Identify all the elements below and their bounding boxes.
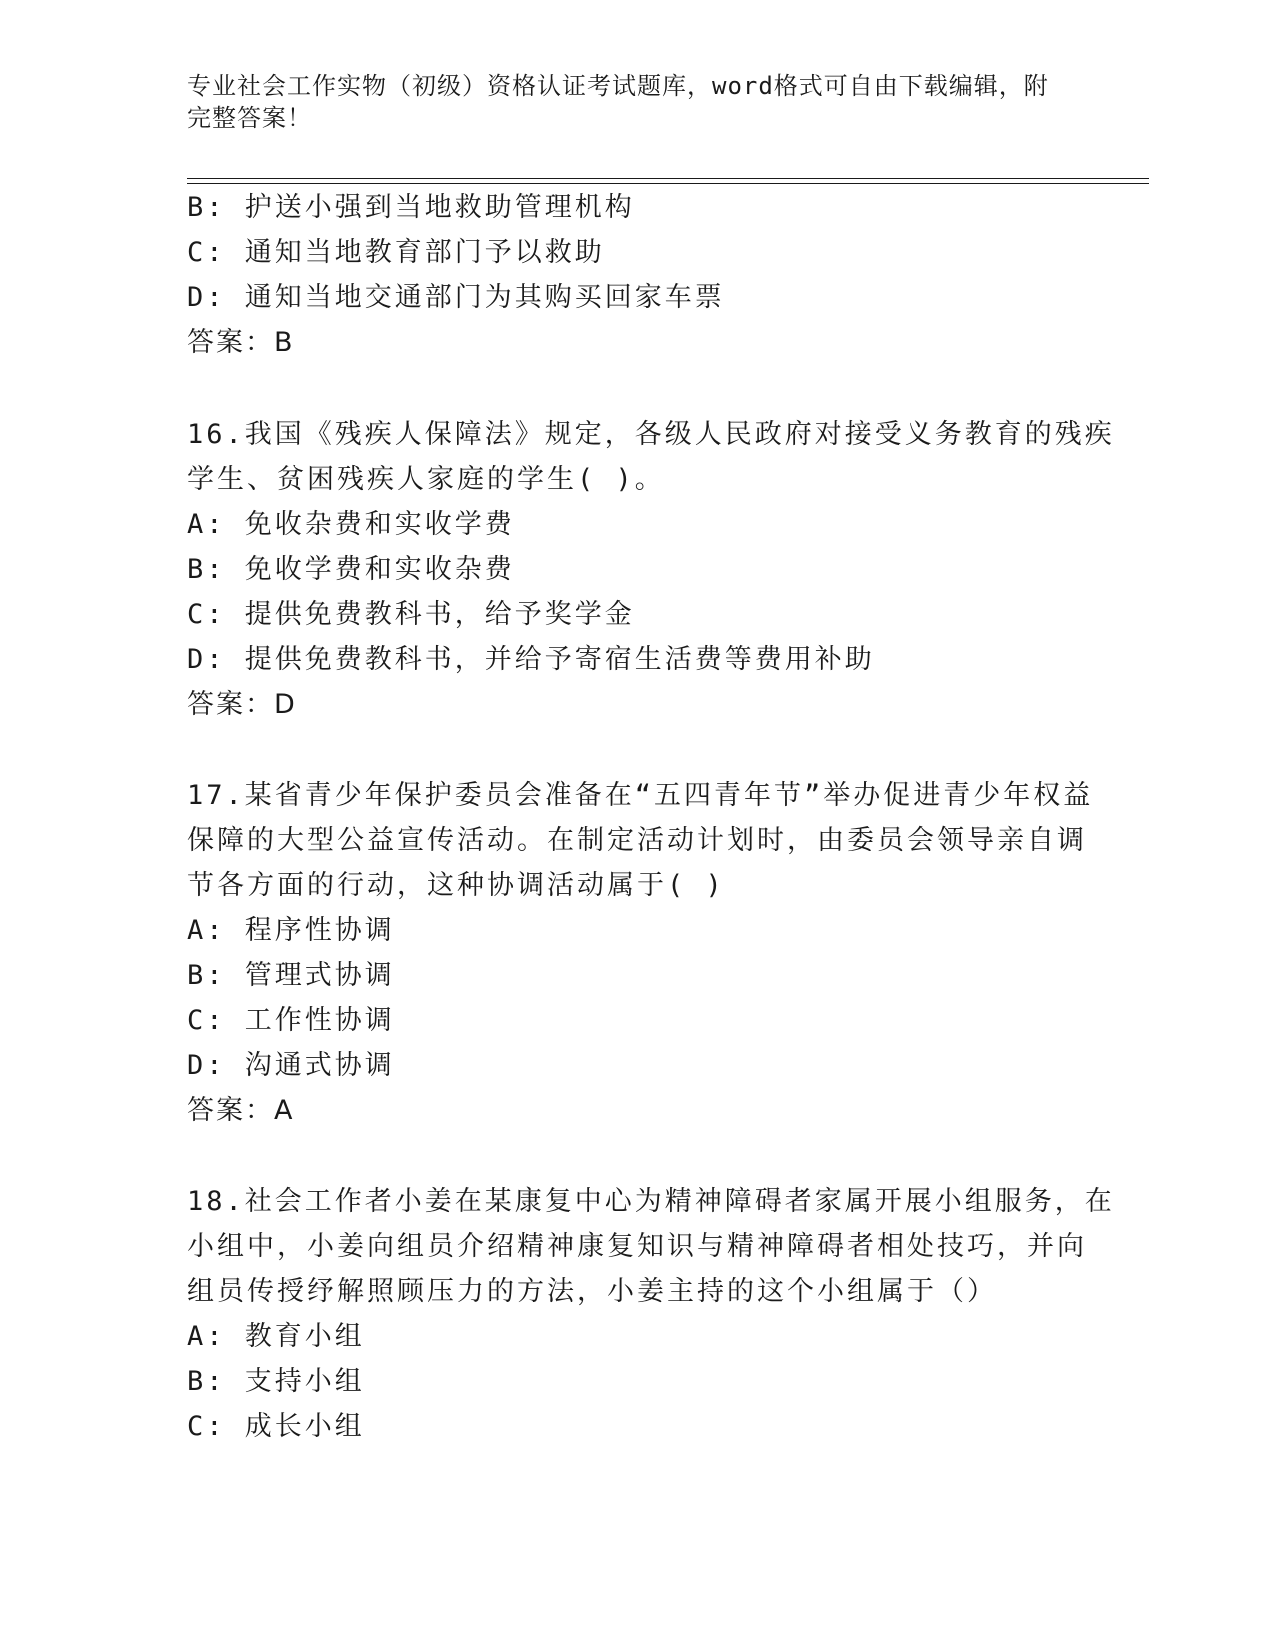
q16-option-c: C: 提供免费教科书，给予奖学金 (187, 599, 635, 630)
q16-option-d: D: 提供免费教科书，并给予寄宿生活费等费用补助 (187, 644, 875, 675)
q18-option-b: B: 支持小组 (187, 1366, 365, 1397)
q18-stem-line-3: 组员传授纾解照顾压力的方法，小姜主持的这个小组属于（） (187, 1276, 997, 1307)
q15-answer: 答案：B (187, 327, 295, 358)
q17-stem-line-3: 节各方面的行动，这种协调活动属于( ) (187, 870, 725, 901)
q17-option-c: C: 工作性协调 (187, 1005, 395, 1036)
q17-answer: 答案：A (187, 1095, 295, 1126)
q17-option-b: B: 管理式协调 (187, 960, 395, 991)
q18-stem-line-1: 18.社会工作者小姜在某康复中心为精神障碍者家属开展小组服务，在 (187, 1186, 1115, 1217)
q18-option-c: C: 成长小组 (187, 1411, 365, 1442)
q18-stem-line-2: 小组中，小姜向组员介绍精神康复知识与精神障碍者相处技巧，并向 (187, 1231, 1087, 1262)
document-header: 专业社会工作实物（初级）资格认证考试题库，word格式可自由下载编辑，附完整答案！ (187, 72, 1049, 132)
q16-option-b: B: 免收学费和实收杂费 (187, 554, 515, 585)
q15-option-c: C: 通知当地教育部门予以救助 (187, 237, 605, 268)
q15-option-d: D: 通知当地交通部门为其购买回家车票 (187, 282, 725, 313)
q17-stem-line-2: 保障的大型公益宣传活动。在制定活动计划时，由委员会领导亲自调 (187, 825, 1087, 856)
q16-option-a: A: 免收杂费和实收学费 (187, 509, 515, 540)
q15-option-b: B: 护送小强到当地救助管理机构 (187, 192, 635, 223)
header-rule-top (187, 178, 1149, 179)
header-rule-bottom (187, 183, 1149, 184)
q18-option-a: A: 教育小组 (187, 1321, 365, 1352)
q17-stem-line-1: 17.某省青少年保护委员会准备在“五四青年节”举办促进青少年权益 (187, 780, 1094, 811)
q17-option-d: D: 沟通式协调 (187, 1050, 395, 1081)
q16-stem-line-2: 学生、贫困残疾人家庭的学生( )。 (187, 464, 665, 495)
q17-option-a: A: 程序性协调 (187, 915, 395, 946)
q16-answer: 答案：D (187, 689, 297, 720)
q16-stem-line-1: 16.我国《残疾人保障法》规定，各级人民政府对接受义务教育的残疾 (187, 419, 1115, 450)
